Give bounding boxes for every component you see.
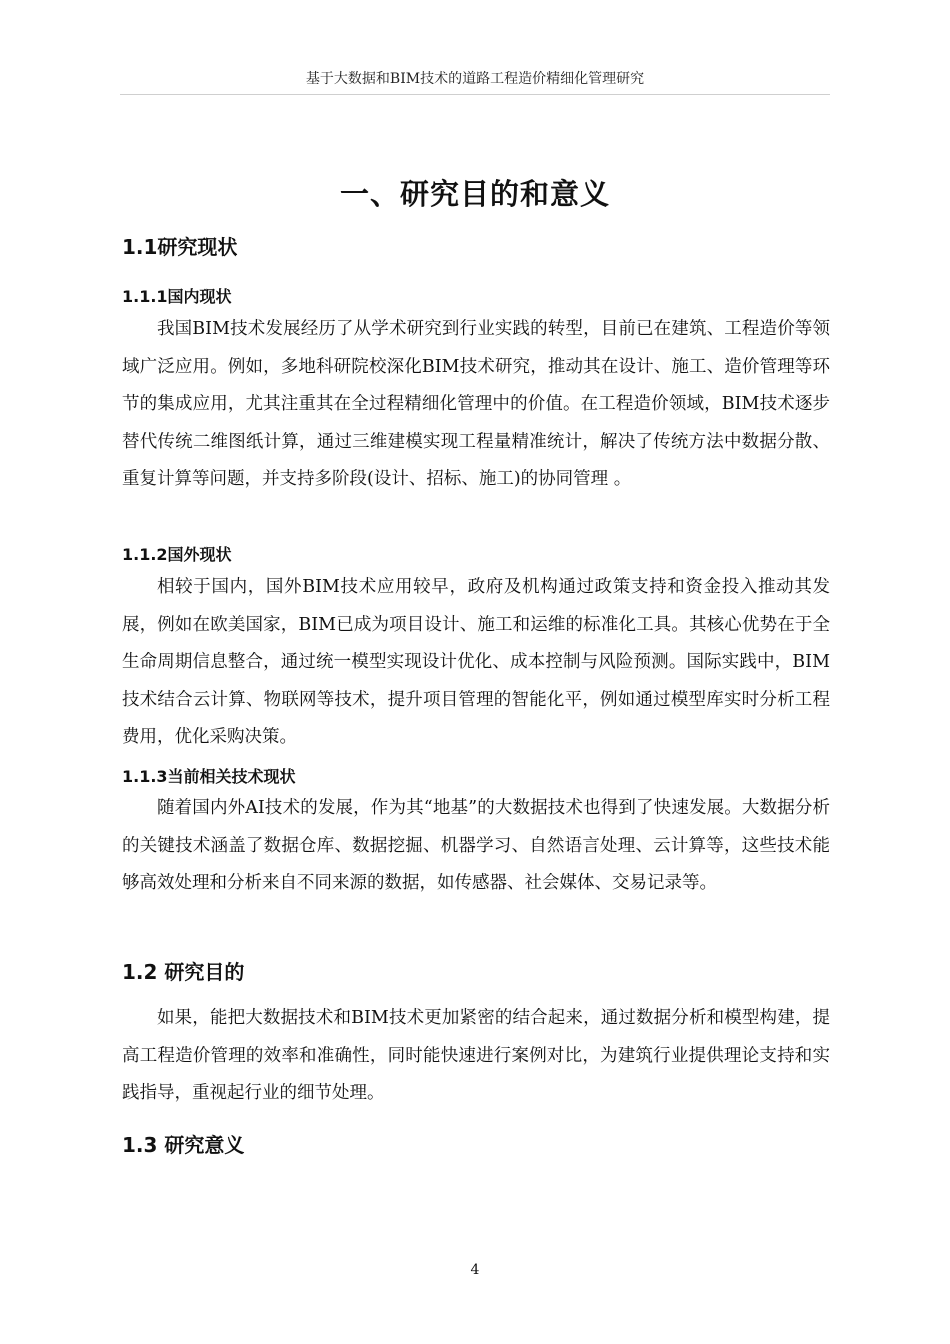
header-rule bbox=[120, 94, 830, 95]
subsection-heading-1-1-1: 1.1.1国内现状 bbox=[122, 287, 232, 306]
subsection-heading-1-1-2: 1.1.2国外现状 bbox=[122, 545, 232, 564]
paragraph-foreign-status: 相较于国内，国外BIM技术应用较早，政府及机构通过政策支持和资金投入推动其发展，例如在欧美国家，BIM已成为项目设计、施工和运维的标准化工具。其核心优势在于全生命周期信息整合，通过统一模型实现设计优化、成本控制与风险预测。国际实践中，BIM技术结合云计算、物联网等技术，提升项目管理的智能化平，例如通过模型库实时分析工程费用，优化采购决策。 bbox=[122, 577, 830, 747]
chapter-title: 一、研究目的和意义 bbox=[339, 177, 610, 211]
section-heading-1-3: 1.3 研究意义 bbox=[122, 1133, 245, 1157]
paragraph-research-purpose: 如果，能把大数据技术和BIM技术更加紧密的结合起来，通过数据分析和模型构建，提高工程造价管理的效率和准确性，同时能快速进行案例对比，为建筑行业提供理论支持和实践指导，重视起行业的细节处理。 bbox=[122, 1008, 830, 1103]
subsection-heading-1-1-3: 1.1.3当前相关技术现状 bbox=[122, 767, 296, 786]
running-header: 基于大数据和BIM技术的道路工程造价精细化管理研究 bbox=[305, 71, 645, 87]
paragraph-tech-status: 随着国内外AI技术的发展，作为其“地基”的大数据技术也得到了快速发展。大数据分析的关键技术涵盖了数据仓库、数据挖掘、机器学习、自然语言处理、云计算等，这些技术能够高效处理和分析来自不同来源的数据，如传感器、社会媒体、交易记录等。 bbox=[122, 798, 830, 893]
page-number: 4 bbox=[470, 1262, 480, 1278]
paragraph-domestic-status: 我国BIM技术发展经历了从学术研究到行业实践的转型，目前已在建筑、工程造价等领域广泛应用。例如，多地科研院校深化BIM技术研究，推动其在设计、施工、造价管理等环节的集成应用，尤其注重其在全过程精细化管理中的价值。在工程造价领域，BIM技术逐步替代传统二维图纸计算，通过三维建模实现工程量精准统计，解决了传统方法中数据分散、重复计算等问题，并支持多阶段(设计、招标、施工)的协同管理 。 bbox=[122, 319, 830, 489]
section-heading-1-1: 1.1研究现状 bbox=[122, 235, 238, 259]
section-heading-1-2: 1.2 研究目的 bbox=[122, 960, 245, 984]
